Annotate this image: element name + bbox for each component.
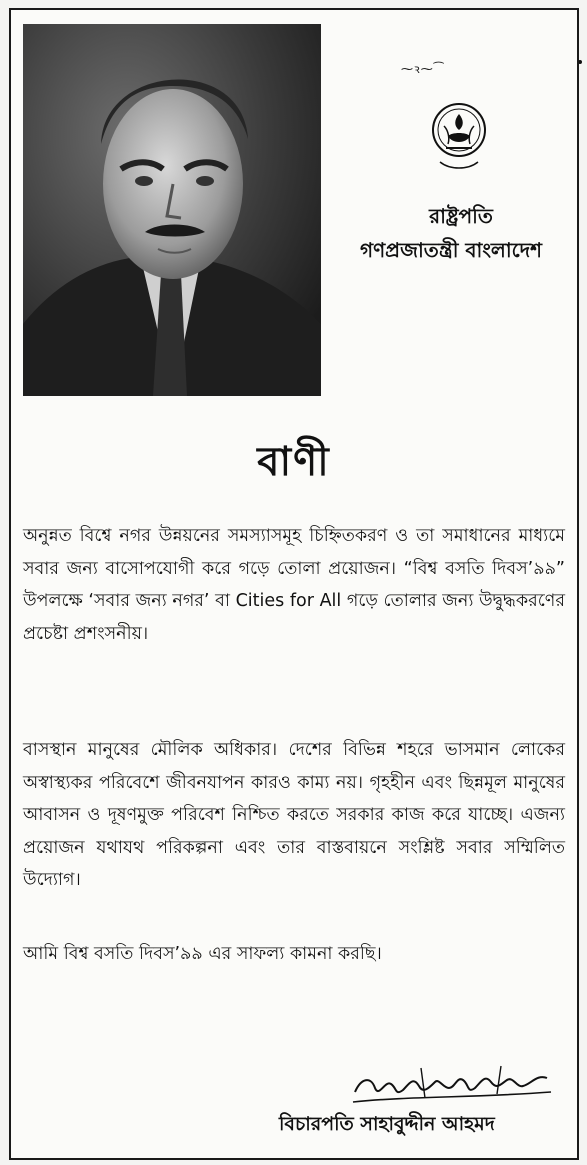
portrait-photo xyxy=(23,24,321,396)
message-paragraph: আমি বিশ্ব বসতি দিবস’৯৯ এর সাফল্য কামনা করছি। xyxy=(23,944,382,964)
message-heading: বাণী xyxy=(257,439,331,485)
country-name: গণপ্রজাতন্ত্রী বাংলাদেশ xyxy=(359,238,543,262)
national-emblem-icon xyxy=(426,100,492,172)
registry-mark: ⁓ꝛ⁓⁀ xyxy=(401,62,445,76)
handwritten-signature xyxy=(351,1058,561,1108)
message-frame xyxy=(9,8,579,1160)
office-title: রাষ্ট্রপতি xyxy=(429,204,493,228)
message-paragraph: অনুন্নত বিশ্বে নগর উন্নয়নের সমস্যাসমূহ চিহ্নিতকরণ ও তা সমাধানের মাধ্যমে সবার জন্য বাসোপযোগী করে গড়ে তোলা প্রয়োজন। “বিশ্ব বসতি দিবস’৯৯” উপলক্ষে ‘সবার জন্য নগর’ বা Cities for All গড়ে তোলার জন্য উদ্বুদ্ধকরণের প্রচেষ্টা প্রশংসনীয়। xyxy=(23,526,565,644)
message-paragraph: বাসস্থান মানুষের মৌলিক অধিকার। দেশের বিভিন্ন শহরে ভাসমান লোকের অস্বাস্থ্যকর পরিবেশে জীবনযাপন কারও কাম্য নয়। গৃহহীন এবং ছিন্নমূল মানুষের আবাসন ও দূষণমুক্ত পরিবেশ নিশ্চিত করতে সরকার কাজ করে যাচ্ছে। এজন্য প্রয়োজন যথাযথ পরিকল্পনা এবং তার বাস্তবায়নে সংশ্লিষ্ট সবার সম্মিলিত উদ্যোগ। xyxy=(23,740,565,890)
signatory-name: বিচারপতি সাহাবুদ্দীন আহমদ xyxy=(279,1113,495,1135)
